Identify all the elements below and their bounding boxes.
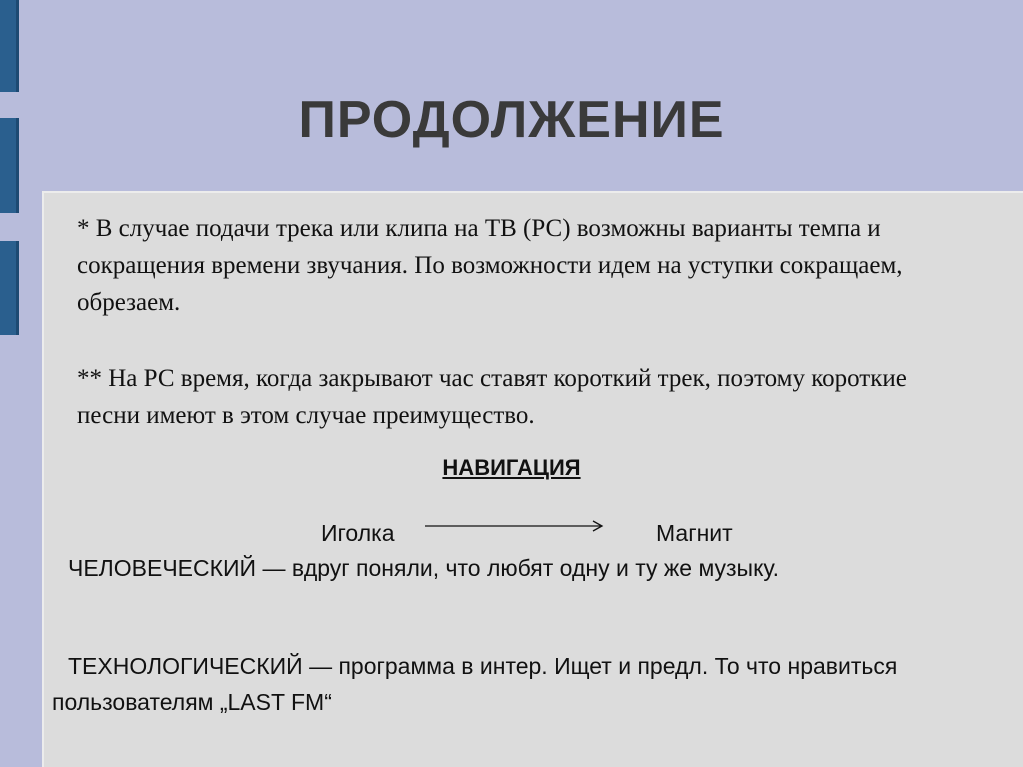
tech-approach-text (52, 648, 972, 720)
paragraph-1: * В случае подачи трека или клипа на ТВ (РС) возможны варианты темпа и сокращения времени звучания. По возможности идем на уступки сокращаем, обрезаем. (77, 215, 903, 316)
right-arrow-icon (425, 518, 605, 534)
paragraph-2: ** На РС время, когда закрывают час ставят короткий трек, поэтому короткие песни имеют в этом случае преимущество. (77, 365, 907, 429)
side-accent-bar-bottom (0, 241, 19, 335)
side-accent-bar-top (0, 0, 19, 92)
tech-approach-label: ТЕХНОЛОГИЧЕСКИЙ — программа в интер. Ищет и предл. То что нравиться пользователям „LAST FM“ (52, 653, 898, 715)
human-approach-label: ЧЕЛОВЕЧЕСКИЙ — вдруг поняли, что любят одну и ту же музыку. (68, 555, 780, 581)
human-approach-text (52, 550, 972, 586)
flow-to-label: Магнит (656, 520, 733, 546)
navigation-heading: НАВИГАЦИЯ (442, 455, 581, 480)
slide-title: ПРОДОЛЖЕНИЕ (298, 91, 725, 149)
flow-from-label: Иголка (321, 520, 395, 546)
